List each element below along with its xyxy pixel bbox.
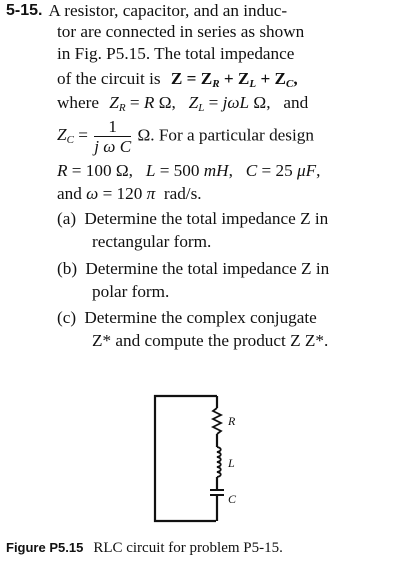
part-a-line-1: Determine the total impedance Z in bbox=[84, 209, 329, 228]
part-b-line-1: Determine the total impedance Z in bbox=[85, 259, 330, 278]
omega-line: and ω = 120 π rad/s. bbox=[57, 184, 202, 203]
zc-lhs: $Z_C$ bbox=[57, 125, 74, 147]
where-word: where bbox=[57, 93, 99, 112]
part-a-line-2: rectangular form. bbox=[92, 232, 212, 251]
intro-line-1: A resistor, capacitor, and an induc- bbox=[48, 1, 288, 20]
intro-line-2: tor are connected in series as shown bbox=[57, 22, 305, 41]
impedance-equation: $Z = Z_R + Z_L + Z_C$, bbox=[170, 69, 298, 90]
figure-caption-text: RLC circuit for problem P5-15. bbox=[93, 540, 283, 556]
problem-number: 5-15. bbox=[6, 2, 43, 19]
part-a-label: (a) bbox=[57, 209, 77, 228]
and-word: and bbox=[283, 93, 309, 112]
zc-rest: Ω. For a particular design bbox=[137, 125, 314, 145]
inductor-label: L bbox=[228, 456, 235, 470]
part-c-line-2: Z* and compute the product Z Z*. bbox=[92, 331, 329, 350]
figure-caption-label: Figure P5.15 bbox=[6, 540, 84, 555]
resistor-symbol bbox=[213, 408, 221, 434]
resistor-label: R bbox=[228, 414, 236, 428]
intro-line-3: in Fig. P5.15. The total impedance bbox=[57, 44, 295, 63]
capacitor-label: C bbox=[228, 492, 237, 506]
values-line: R = 100 Ω, L = 500 mH, C = 25 μF, bbox=[57, 161, 321, 180]
part-b-line-2: polar form. bbox=[92, 282, 170, 301]
where-line: where $Z_R = R$ Ω, $Z_L = j\omega L$ Ω, and bbox=[57, 93, 309, 114]
part-c-line-1: Determine the complex conjugate bbox=[84, 308, 317, 327]
part-c-label: (c) bbox=[57, 308, 77, 327]
zc-fraction: $\frac{1}{\text{j ω C}}$ bbox=[94, 117, 132, 156]
zr-definition: $Z_R$ bbox=[109, 93, 126, 114]
part-b-label: (b) bbox=[57, 259, 78, 278]
zl-definition: $Z_L$ bbox=[188, 93, 205, 114]
figure-caption bbox=[6, 539, 283, 557]
circuit-wire-left bbox=[155, 396, 217, 521]
inductor-symbol bbox=[217, 447, 221, 477]
zc-line: $Z_C$ = $\frac{1}{\text{j ω C}}$ Ω. For a particular design bbox=[57, 117, 314, 156]
impedance-prefix: of the circuit is bbox=[57, 69, 161, 88]
